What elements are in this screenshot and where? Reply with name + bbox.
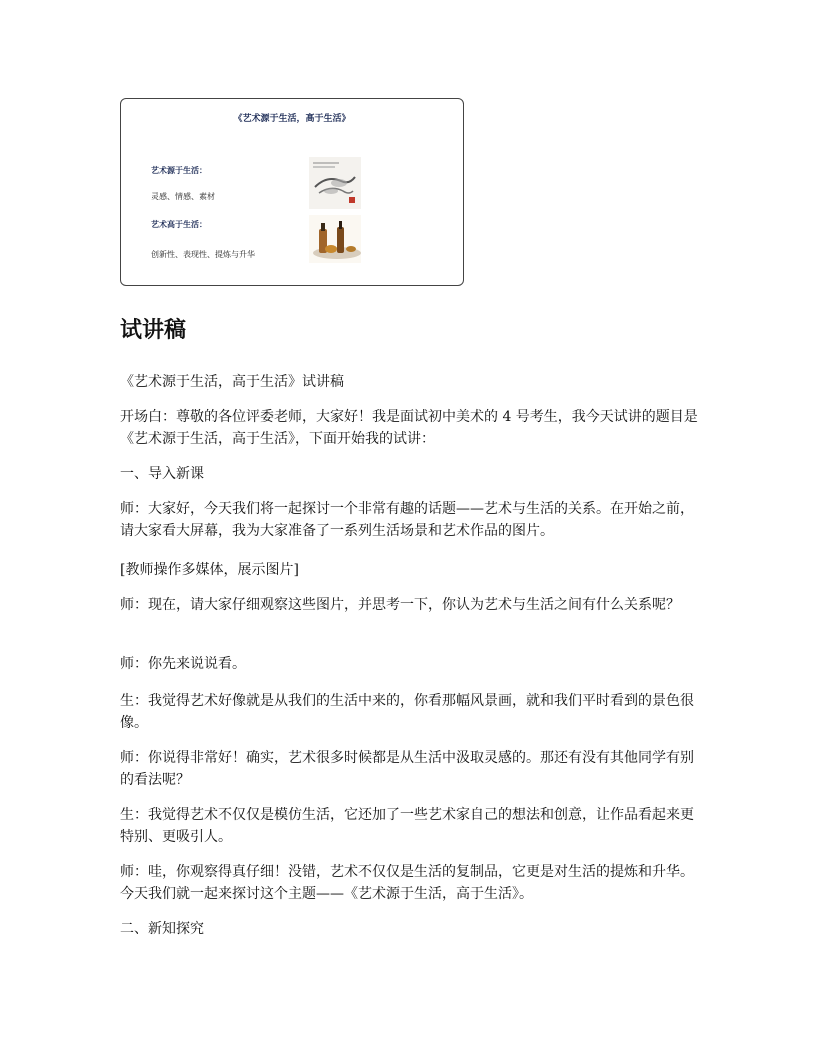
paragraph-12: 二、新知探究 (120, 921, 204, 937)
paragraph-2: 开场白：尊敬的各位评委老师，大家好！我是面试初中美术的 4 号考生，我今天试讲的题目是《艺术源于生活，高于生活》，下面开始我的试讲： (120, 409, 698, 447)
slide-point-detail-2: 创新性、表现性、提炼与升华 (151, 250, 255, 259)
paragraph-9: 师：你说得非常好！确实，艺术很多时候都是从生活中汲取灵感的。那还有没有其他同学有别的看法呢？ (120, 750, 694, 788)
still-life-image (309, 215, 361, 263)
paragraph-6: 师：现在，请大家仔细观察这些图片，并思考一下，你认为艺术与生活之间有什么关系呢？ (120, 597, 680, 613)
paragraph-4: 师：大家好，今天我们将一起探讨一个非常有趣的话题——艺术与生活的关系。在开始之前，请大家看大屏幕，我为大家准备了一系列生活场景和艺术作品的图片。 (120, 501, 694, 539)
slide-point-heading-2: 艺术高于生活： (151, 220, 207, 229)
slide-point-detail-1: 灵感、情感、素材 (151, 192, 215, 201)
paragraph-1: 《艺术源于生活，高于生活》试讲稿 (120, 374, 344, 390)
slide-title: 《艺术源于生活，高于生活》 (233, 114, 351, 124)
paragraph-5: [教师操作多媒体，展示图片] (120, 562, 299, 578)
slide-thumbnail (120, 98, 464, 286)
paragraph-11: 师：哇，你观察得真仔细！没错，艺术不仅仅是生活的复制品，它更是对生活的提炼和升华。今天我们就一起来探讨这个主题——《艺术源于生活，高于生活》。 (120, 864, 694, 902)
slide-point-heading-1: 艺术源于生活： (151, 166, 207, 175)
paragraph-7: 师：你先来说说看。 (120, 656, 246, 672)
paragraph-3: 一、导入新课 (120, 466, 204, 482)
paragraph-8: 生：我觉得艺术好像就是从我们的生活中来的，你看那幅风景画，就和我们平时看到的景色很像。 (120, 693, 694, 731)
page-title: 试讲稿 (120, 318, 187, 343)
paragraph-10: 生：我觉得艺术不仅仅是模仿生活，它还加了一些艺术家自己的想法和创意，让作品看起来更特别、更吸引人。 (120, 807, 694, 845)
ink-painting-image (309, 157, 361, 209)
